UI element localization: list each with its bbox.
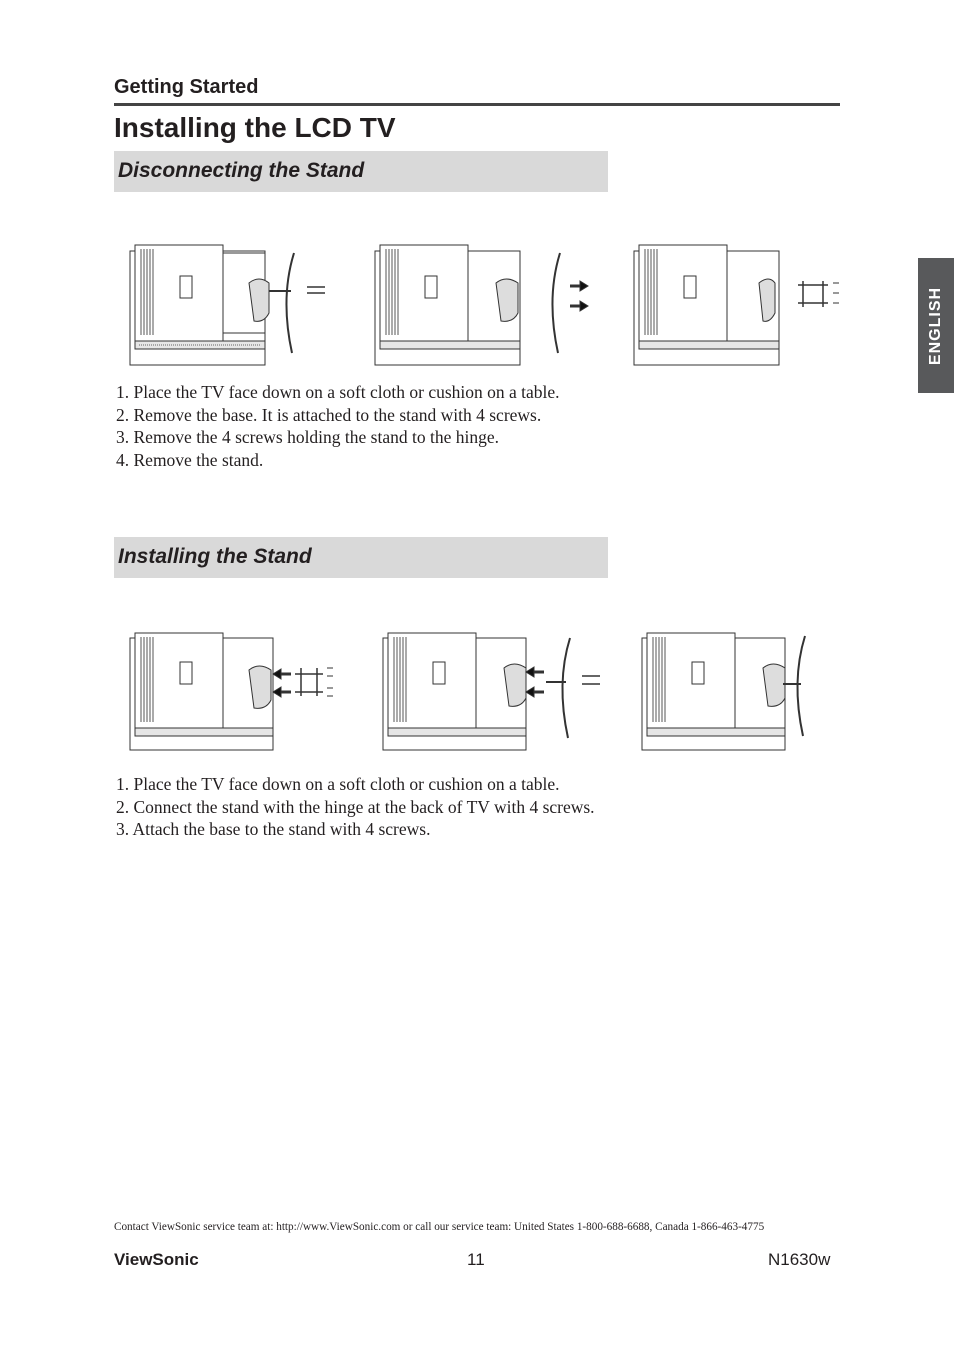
disconnect-diagram-3 xyxy=(633,243,840,372)
list-item: 3. Remove the 4 screws holding the stand to the hinge. xyxy=(116,427,499,447)
disconnect-diagram-2 xyxy=(374,243,594,372)
install-heading-band xyxy=(114,537,608,578)
list-item: 2. Connect the stand with the hinge at the back of TV with 4 screws. xyxy=(116,796,595,817)
install-heading: Installing the Stand xyxy=(118,545,312,568)
install-diagram-2 xyxy=(382,632,610,757)
install-diagram-3 xyxy=(641,632,811,757)
list-item: 4. Remove the stand. xyxy=(116,449,264,470)
disconnect-heading: Disconnecting the Stand xyxy=(118,159,365,182)
page-title: Installing the LCD TV xyxy=(114,112,396,143)
model-number: N1630w xyxy=(768,1250,831,1269)
section-label: Getting Started xyxy=(114,76,259,98)
install-diagram-1 xyxy=(129,632,339,757)
contact-info: Contact ViewSonic service team at: http://www.ViewSonic.com or call our service team: United States 1-800-688-6688, Canada 1-866-463-4775 xyxy=(114,1221,765,1233)
list-item: 2. Remove the base. It is attached to the stand with 4 screws. xyxy=(116,404,542,425)
disconnect-steps xyxy=(116,381,560,471)
language-tab-label: ENGLISH xyxy=(927,286,944,365)
disconnect-heading-band xyxy=(114,151,608,192)
disconnect-diagram-1 xyxy=(129,243,329,372)
list-item: 1. Place the TV face down on a soft cloth or cushion on a table. xyxy=(116,382,560,402)
header-rule xyxy=(114,103,840,106)
page-number: 11 xyxy=(467,1250,485,1269)
language-tab xyxy=(918,258,954,393)
list-item: 3. Attach the base to the stand with 4 screws. xyxy=(116,819,431,839)
install-steps xyxy=(116,773,595,841)
list-item: 1. Place the TV face down on a soft cloth or cushion on a table. xyxy=(116,774,560,794)
footer-brand: ViewSonic xyxy=(114,1250,199,1269)
